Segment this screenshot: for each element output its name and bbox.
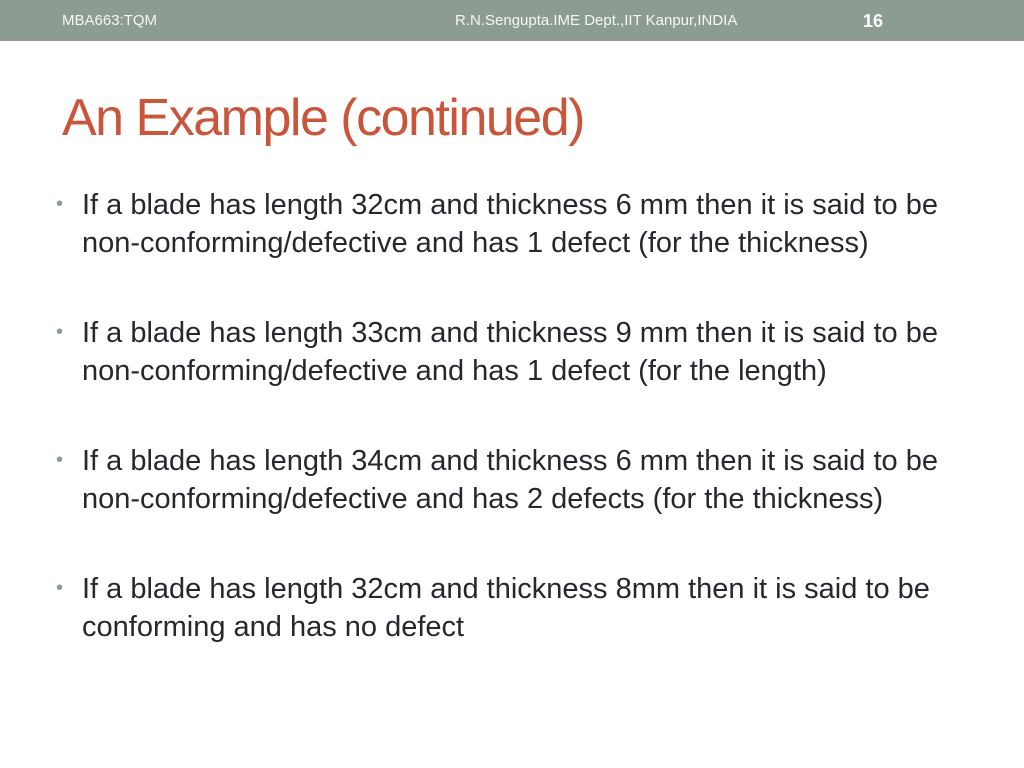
bullet-dot-icon: • bbox=[56, 449, 64, 471]
bullet-item bbox=[56, 186, 976, 262]
bullet-dot-icon: • bbox=[56, 321, 64, 343]
bullet-item bbox=[56, 314, 976, 390]
bullet-text: If a blade has length 34cm and thickness 6 mm then it is said to be non-conforming/defective and has 2 defects (for the thickness) bbox=[82, 445, 938, 515]
author-affiliation: R.N.Sengupta.IME Dept.,IIT Kanpur,INDIA bbox=[455, 12, 738, 29]
header-bar bbox=[0, 0, 1024, 41]
bullet-dot-icon: • bbox=[56, 577, 64, 599]
bullet-text: If a blade has length 32cm and thickness 6 mm then it is said to be non-conforming/defective and has 1 defect (for the thickness) bbox=[82, 189, 938, 259]
bullet-dot-icon: • bbox=[56, 193, 64, 215]
course-code: MBA663:TQM bbox=[62, 12, 158, 29]
bullet-list bbox=[56, 186, 976, 698]
bullet-item bbox=[56, 442, 976, 518]
bullet-text: If a blade has length 33cm and thickness 9 mm then it is said to be non-conforming/defective and has 1 defect (for the length) bbox=[82, 317, 938, 387]
bullet-item bbox=[56, 570, 976, 646]
page-number: 16 bbox=[863, 11, 884, 31]
slide-title: An Example (continued) bbox=[62, 89, 584, 147]
bullet-text: If a blade has length 32cm and thickness 8mm then it is said to be conforming and has no defect bbox=[82, 573, 930, 643]
